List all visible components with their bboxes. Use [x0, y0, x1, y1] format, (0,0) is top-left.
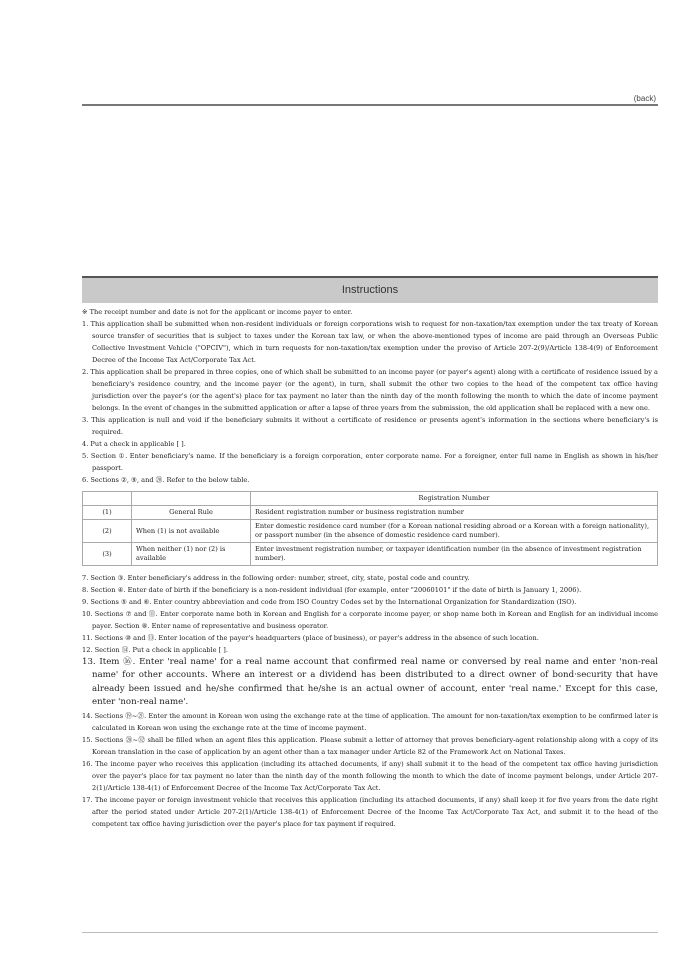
row-condition: When neither (1) nor (2) is available: [132, 543, 251, 566]
instruction-item-11: 11. Sections ⑩ and ⑬. Enter location of the payer's headquarters (place of business), or payer's address in the absence of such location.: [82, 634, 539, 642]
instruction-item-4: 4. Put a check in applicable [ ].: [82, 440, 186, 448]
instruction-item-8: 8. Section ④. Enter date of birth if the beneficiary is a non-resident individual (for example, enter "20060101" if the date of birth is January 1, 2006).: [82, 586, 582, 594]
instruction-item-7: 7. Section ③. Enter beneficiary's address in the following order: number, street, city, state, postal code and country.: [82, 574, 470, 582]
table-row: [83, 506, 658, 520]
instruction-item-5: 5. Section ①. Enter beneficiary's name. If the beneficiary is a foreign corporation, enter corporate name. For a foreigner, enter full name in English as shown in his/her passport.: [82, 452, 658, 472]
row-id: (3): [83, 543, 132, 566]
instruction-item-9: 9. Sections ⑤ and ⑥. Enter country abbreviation and code from ISO Country Codes set by the International Organization for Standardization (ISO).: [82, 598, 577, 606]
table-header-row: [83, 492, 658, 506]
row-id: (1): [83, 506, 132, 520]
instructions-title: Instructions: [82, 276, 658, 303]
instruction-item-2: 2. This application shall be prepared in three copies, one of which shall be submitted to an income payer (or payer's agent) along with a certificate of residence issued by a beneficiary's residence country, and the income payer (or the agent), in turn, shall submit the other two copies to the head of the competent tax office having jurisdiction over the payer's (or the agent's) place for tax payment no later than the ninth day of the month following the month to which the date of income payment belongs. In the event of changes in the submitted application or after a lapse of three years from the submission, the old application shall be replaced with a new one.: [82, 368, 658, 412]
row-description: Enter investment registration number, or taxpayer identification number (in the absence of investment registration number).: [251, 543, 658, 566]
instruction-item-3: 3. This application is null and void if the beneficiary submits it without a certificate of residence or presents agent's information in the sections where beneficiary's is required.: [82, 416, 658, 436]
row-id: (2): [83, 520, 132, 543]
instruction-item-14: 14. Sections ⑲~㉑. Enter the amount in Korean won using the exchange rate at the time of application. The amount for non-taxation/tax exemption to be confirmed later is calculated in Korean won using the exchange rate at the time of income payment.: [82, 711, 658, 732]
instructions-body: [82, 306, 658, 830]
top-rule: [82, 104, 658, 106]
back-label: (back): [633, 94, 656, 103]
general-rule-label: General Rule: [132, 506, 251, 520]
registration-number-header: Registration Number: [251, 492, 658, 506]
instruction-item-1: 1. This application shall be submitted when non-resident individuals or foreign corporations wish to request for non-taxation/tax exemption under the tax treaty of Korean source transfer of securities that is subject to taxes under the Korean tax law, or when the above-mentioned types of income are paid through an Overseas Public Collective Investment Vehicle ("OPCIV"), which in turn requests for non-taxation/tax exemption under the proviso of Article 207-2(9)/Article 138-4(9) of Enforcement Decree of the Income Tax Act/Corporate Tax Act.: [82, 320, 658, 364]
instruction-item-16: 16. The income payer who receives this application (including its attached documents, if any) shall submit it to the head of the competent tax office having jurisdiction over the payer's place for tax payment no later than the ninth day of the month following the month to which the date of income payment belongs, under Article 207-2(1)/Article 138-4(1) of Enforcement Decree of the Income Tax Act/Corporate Tax Act.: [82, 759, 658, 792]
instruction-item-17: 17. The income payer or foreign investment vehicle that receives this application (including its attached documents, if any) shall keep it for five years from the date right after the period stated under Article 207-2(1)/Article 138-4(1) of Enforcement Decree of the Income Tax Act/Corporate Tax Act, and submit it to the head of the competent tax office having jurisdiction over the payer's place for tax payment if required.: [82, 795, 658, 828]
row-condition: When (1) is not available: [132, 520, 251, 543]
bottom-rule: [82, 932, 658, 933]
instruction-item-15: 15. Sections ㉘~㉜ shall be filled when an agent files this application. Please submit a letter of attorney that proves beneficiary-agent relationship along with a copy of its Korean translation in the case of application by an agent other than a tax manager under Article 82 of the Framework Act on National Taxes.: [82, 735, 658, 756]
instruction-item-10: 10. Sections ⑦ and ⑪. Enter corporate name both in Korean and English for a corporate income payer, or shop name both in Korean and English for an individual income payer. Section ⑧. Enter name of representative and business operator.: [82, 610, 658, 630]
registration-number-table: [82, 491, 658, 566]
row-description: Enter domestic residence card number (for a Korean national residing abroad or a Korean with a foreign nationality), or passport number (in the absence of domestic residence card number).: [251, 520, 658, 543]
instruction-item-6: 6. Sections ②, ⑨, and ⑳. Refer to the below table.: [82, 476, 250, 484]
instruction-item-12: 12. Section ⑭. Put a check in applicable [ ].: [82, 646, 228, 654]
table-row: [83, 520, 658, 543]
table-row: [83, 543, 658, 566]
row-description: Resident registration number or business registration number: [251, 506, 658, 520]
receipt-note: ※ The receipt number and date is not for the applicant or income payer to enter.: [82, 308, 353, 316]
instruction-item-13: 13. Item ⑯. Enter 'real name' for a real name account that confirmed real name or conversed by real name and enter 'non-real name' for other accounts. Where an interest or a dividend has been distributed to a direct owner of bond·security that have already been issued and he/she confirmed that he/she is an actual owner of account, enter 'real name.' Except for this case, enter 'non-real name'.: [82, 657, 658, 708]
